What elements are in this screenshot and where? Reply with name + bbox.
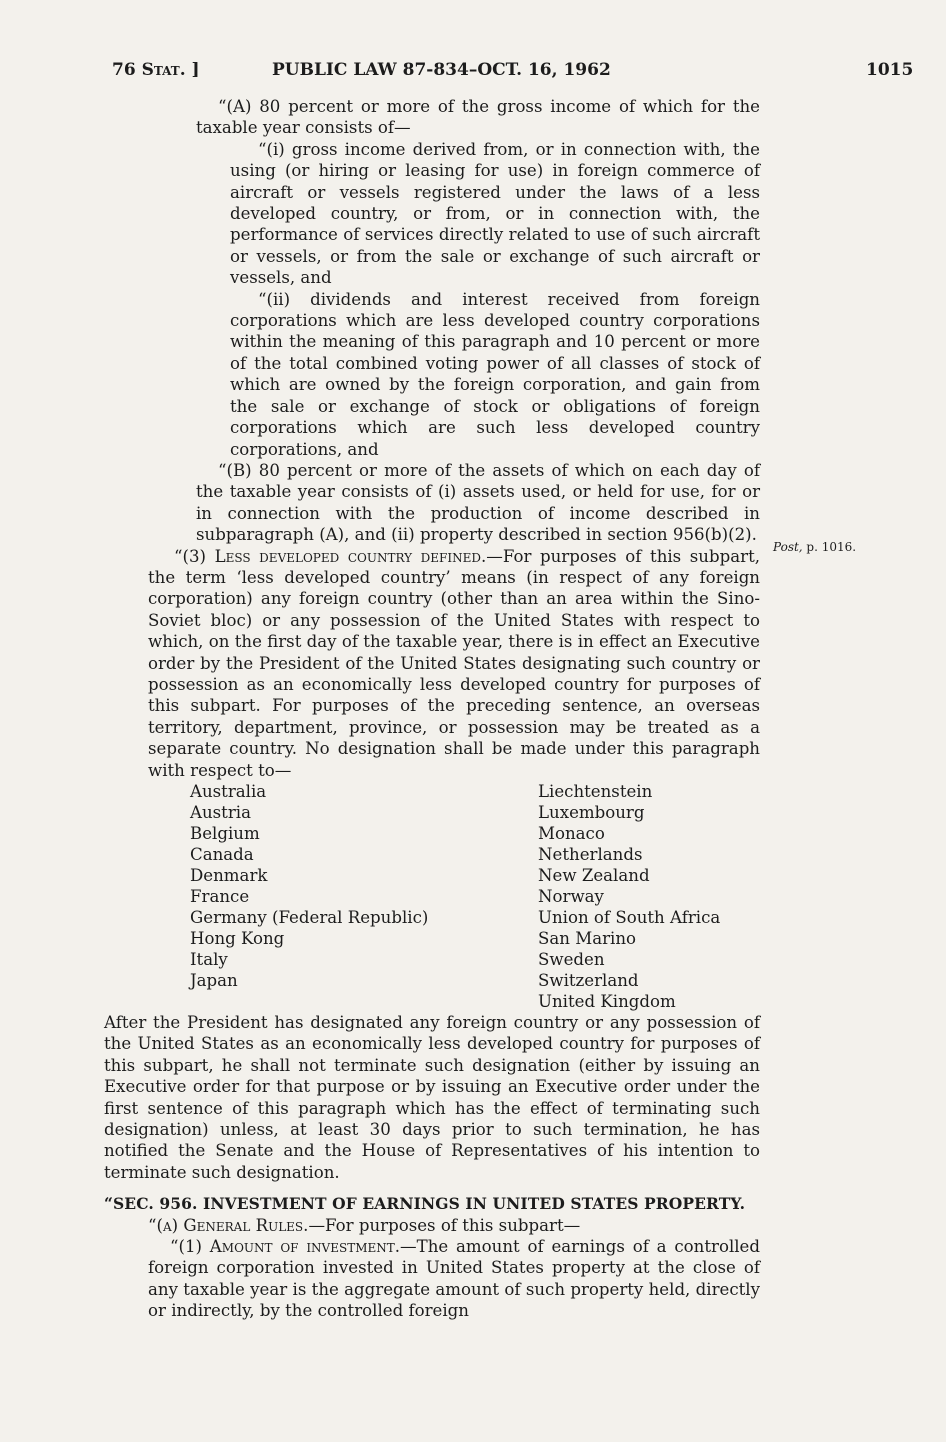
paragraph-A: “(A) 80 percent or more of the gross income of which for the taxable year consists of— <box>196 97 760 138</box>
statute-volume: 76 Stat. ] <box>112 60 200 80</box>
list-item: Luxembourg <box>538 803 645 822</box>
paragraph-B: “(B) 80 percent or more of the assets of which on each day of the taxable year consists of (i) assets used, or held for use, for or in connection with the production of income described in subparagraph (A), and (ii) property described in section 956(b)(2). <box>196 460 760 545</box>
list-item: Switzerland <box>538 971 639 990</box>
list-item: Canada <box>190 845 254 864</box>
list-item: New Zealand <box>538 866 650 885</box>
margin-cross-reference <box>773 540 856 554</box>
list-item: Denmark <box>190 866 268 885</box>
list-item: Japan <box>190 971 238 990</box>
paragraph-3-label: “(3) Less developed country defined. <box>174 546 487 566</box>
margin-note-ref: p. 1016. <box>802 540 857 554</box>
body-text <box>104 96 760 1322</box>
excluded-country-list <box>190 781 760 1012</box>
list-item: France <box>190 887 250 906</box>
list-item: Monaco <box>538 824 605 843</box>
paragraph-i: “(i) gross income derived from, or in connection with, the using (or hiring or leasing for use) in foreign commerce of aircraft or vessels registered under the laws of a less developed country, or from, or in connection with, the performance of services directly related to use of such aircraft or vessels, or from the sale or exchange of such aircraft or vessels, and <box>230 139 760 288</box>
paragraph-a <box>104 1215 760 1236</box>
list-item: Australia <box>190 782 267 801</box>
running-title: PUBLIC LAW 87-834–OCT. 16, 1962 <box>272 60 611 80</box>
paragraph-after-list: After the President has designated any foreign country or any possession of the United States as an economically less developed country for purposes of this subpart, he shall not terminate such designation (either by issuing an Executive order for that purpose or by issuing an Executive order under the first sentence of this paragraph which has the effect of terminating such designation) unless, at least 30 days prior to such termination, he has notified the Senate and the House of Representatives of his intention to terminate such designation. <box>104 1013 760 1182</box>
list-item: Netherlands <box>538 845 643 864</box>
paragraph-a-text: —For purposes of this subpart— <box>308 1215 581 1235</box>
paragraph-1-text: —The amount of earnings of a controlled foreign corporation invested in United States property at the close of any taxable year is the aggregate amount of such property held, directly or indirectly, by the controlled foreign <box>148 1237 761 1321</box>
list-item: Germany (Federal Republic) <box>190 908 429 927</box>
list-item: Sweden <box>538 950 605 969</box>
paragraph-1 <box>104 1236 760 1322</box>
paragraph-3 <box>104 546 760 781</box>
list-item: Hong Kong <box>190 929 285 948</box>
list-item: San Marino <box>538 929 637 948</box>
list-item: Union of South Africa <box>538 908 721 927</box>
paragraph-a-label: “(a) General Rules. <box>148 1215 309 1235</box>
list-item: United Kingdom <box>538 992 676 1011</box>
paragraph-1-label: “(1) Amount of investment. <box>170 1237 401 1257</box>
list-item: Norway <box>538 887 604 906</box>
page-number: 1015 <box>866 60 914 80</box>
section-956-heading: “SEC. 956. INVESTMENT OF EARNINGS IN UNITED STATES PROPERTY. <box>104 1194 746 1214</box>
list-item: Belgium <box>190 824 260 843</box>
country-left-column <box>190 781 538 1012</box>
list-item: Liechtenstein <box>538 782 653 801</box>
paragraph-3-text: —For purposes of this subpart, the term ‘less developed country’ means (in respect of any foreign corporation) any foreign country (other than an area within the Sino-Soviet bloc) or any possession of the United States with respect to which, on the first day of the taxable year, there is in effect an Executive order by the President of the United States designating such country or possession as an economically less developed country for purposes of this subpart. For purposes of the preceding sentence, an overseas territory, department, province, or possession may be treated as a separate country. No designation shall be made under this paragraph with respect to— <box>148 546 761 780</box>
list-item: Italy <box>190 950 228 969</box>
margin-note-label: Post, <box>773 540 803 554</box>
country-right-column <box>538 781 768 1012</box>
list-item: Austria <box>190 803 251 822</box>
paragraph-ii: “(ii) dividends and interest received from foreign corporations which are less developed country corporations within the meaning of this paragraph and 10 percent or more of the total combined voting power of all classes of stock of which are owned by the foreign corporation, and gain from the sale or exchange of stock or obligations of foreign corporations which are such less developed country corporations, and <box>230 289 760 459</box>
